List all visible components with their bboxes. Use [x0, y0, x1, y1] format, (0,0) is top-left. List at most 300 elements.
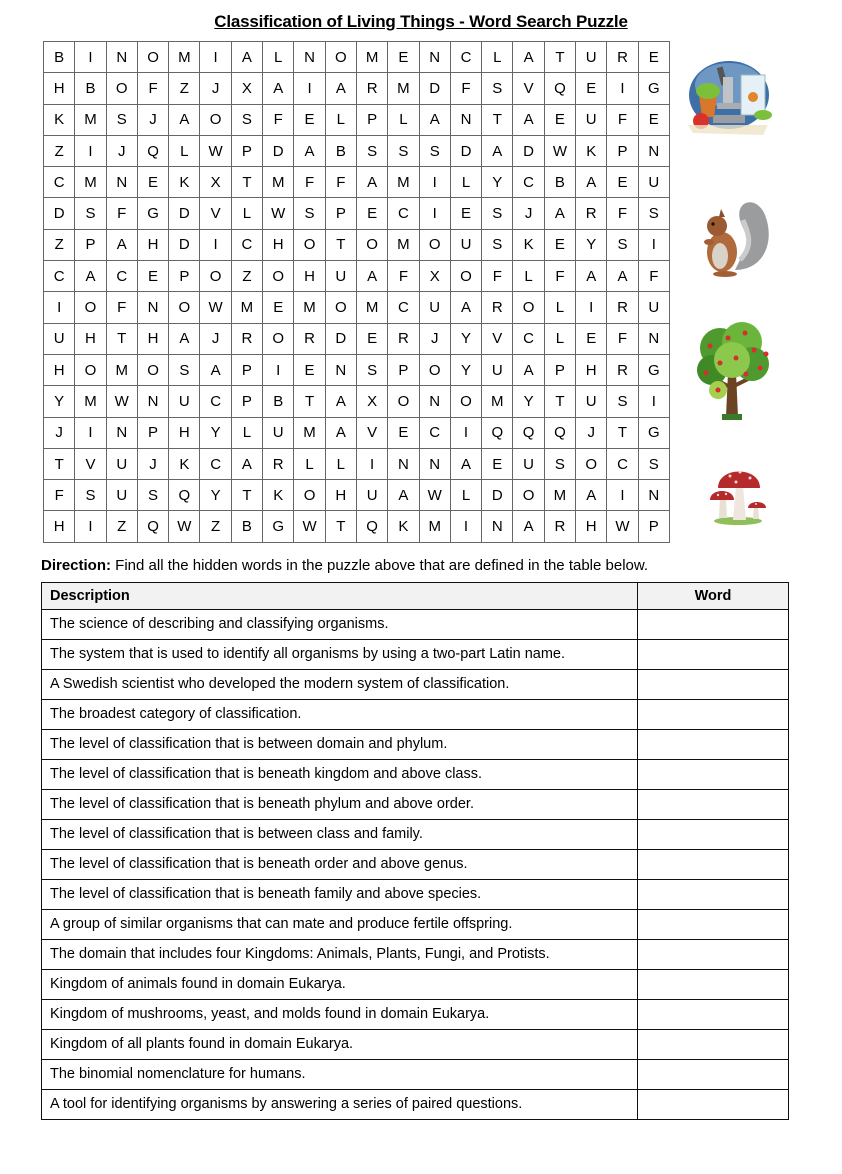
grid-cell[interactable]: G: [137, 198, 168, 229]
grid-cell[interactable]: C: [388, 198, 419, 229]
grid-cell[interactable]: Q: [356, 511, 387, 542]
grid-cell[interactable]: I: [263, 354, 294, 385]
grid-cell[interactable]: N: [106, 42, 137, 73]
grid-cell[interactable]: M: [106, 354, 137, 385]
grid-cell[interactable]: S: [607, 229, 638, 260]
grid-cell[interactable]: A: [106, 229, 137, 260]
grid-cell[interactable]: J: [44, 417, 75, 448]
grid-cell[interactable]: A: [607, 261, 638, 292]
grid-cell[interactable]: B: [544, 167, 575, 198]
grid-cell[interactable]: A: [169, 104, 200, 135]
grid-cell[interactable]: L: [325, 448, 356, 479]
grid-cell[interactable]: A: [450, 448, 481, 479]
grid-cell[interactable]: N: [325, 354, 356, 385]
grid-cell[interactable]: I: [75, 42, 106, 73]
grid-cell[interactable]: O: [137, 354, 168, 385]
word-answer-cell[interactable]: [638, 700, 789, 730]
grid-cell[interactable]: U: [263, 417, 294, 448]
grid-cell[interactable]: F: [137, 73, 168, 104]
grid-cell[interactable]: U: [419, 292, 450, 323]
grid-cell[interactable]: Y: [200, 417, 231, 448]
grid-cell[interactable]: U: [576, 386, 607, 417]
grid-cell[interactable]: I: [44, 292, 75, 323]
grid-cell[interactable]: S: [482, 229, 513, 260]
grid-cell[interactable]: X: [419, 261, 450, 292]
grid-cell[interactable]: C: [513, 167, 544, 198]
grid-cell[interactable]: A: [169, 323, 200, 354]
grid-cell[interactable]: H: [263, 229, 294, 260]
grid-cell[interactable]: U: [576, 104, 607, 135]
grid-cell[interactable]: R: [388, 323, 419, 354]
grid-cell[interactable]: N: [482, 511, 513, 542]
grid-cell[interactable]: I: [638, 386, 669, 417]
grid-cell[interactable]: P: [607, 135, 638, 166]
grid-cell[interactable]: O: [388, 386, 419, 417]
grid-cell[interactable]: A: [513, 354, 544, 385]
grid-cell[interactable]: T: [294, 386, 325, 417]
grid-cell[interactable]: E: [576, 323, 607, 354]
grid-cell[interactable]: M: [388, 73, 419, 104]
grid-cell[interactable]: Q: [137, 135, 168, 166]
grid-cell[interactable]: D: [169, 198, 200, 229]
grid-cell[interactable]: M: [356, 42, 387, 73]
grid-cell[interactable]: E: [137, 261, 168, 292]
grid-cell[interactable]: A: [325, 73, 356, 104]
grid-cell[interactable]: E: [294, 354, 325, 385]
grid-cell[interactable]: T: [44, 448, 75, 479]
grid-cell[interactable]: N: [106, 417, 137, 448]
grid-cell[interactable]: Q: [544, 73, 575, 104]
grid-cell[interactable]: E: [482, 448, 513, 479]
grid-cell[interactable]: O: [450, 261, 481, 292]
grid-cell[interactable]: A: [325, 417, 356, 448]
grid-cell[interactable]: B: [325, 135, 356, 166]
grid-cell[interactable]: D: [325, 323, 356, 354]
grid-cell[interactable]: U: [106, 448, 137, 479]
grid-cell[interactable]: I: [419, 167, 450, 198]
grid-cell[interactable]: O: [294, 480, 325, 511]
grid-cell[interactable]: M: [388, 229, 419, 260]
grid-cell[interactable]: O: [294, 229, 325, 260]
grid-cell[interactable]: S: [607, 386, 638, 417]
grid-cell[interactable]: O: [450, 386, 481, 417]
grid-cell[interactable]: U: [44, 323, 75, 354]
grid-cell[interactable]: Y: [513, 386, 544, 417]
grid-cell[interactable]: P: [137, 417, 168, 448]
grid-cell[interactable]: E: [544, 104, 575, 135]
grid-cell[interactable]: U: [638, 167, 669, 198]
grid-cell[interactable]: A: [200, 354, 231, 385]
grid-cell[interactable]: O: [169, 292, 200, 323]
grid-cell[interactable]: A: [576, 167, 607, 198]
word-answer-cell[interactable]: [638, 1000, 789, 1030]
grid-cell[interactable]: M: [356, 292, 387, 323]
grid-cell[interactable]: S: [356, 135, 387, 166]
grid-cell[interactable]: R: [294, 323, 325, 354]
grid-cell[interactable]: O: [137, 42, 168, 73]
grid-cell[interactable]: I: [75, 135, 106, 166]
word-answer-cell[interactable]: [638, 790, 789, 820]
grid-cell[interactable]: S: [137, 480, 168, 511]
grid-cell[interactable]: Q: [482, 417, 513, 448]
grid-cell[interactable]: W: [607, 511, 638, 542]
word-answer-cell[interactable]: [638, 1060, 789, 1090]
grid-cell[interactable]: K: [513, 229, 544, 260]
word-answer-cell[interactable]: [638, 880, 789, 910]
grid-cell[interactable]: H: [75, 323, 106, 354]
grid-cell[interactable]: O: [263, 323, 294, 354]
grid-cell[interactable]: O: [576, 448, 607, 479]
grid-cell[interactable]: O: [106, 73, 137, 104]
grid-cell[interactable]: E: [388, 42, 419, 73]
grid-cell[interactable]: W: [169, 511, 200, 542]
grid-cell[interactable]: M: [263, 167, 294, 198]
grid-cell[interactable]: D: [450, 135, 481, 166]
grid-cell[interactable]: A: [450, 292, 481, 323]
grid-cell[interactable]: J: [200, 73, 231, 104]
grid-cell[interactable]: L: [325, 104, 356, 135]
grid-cell[interactable]: R: [356, 73, 387, 104]
grid-cell[interactable]: R: [544, 511, 575, 542]
grid-cell[interactable]: S: [419, 135, 450, 166]
grid-cell[interactable]: J: [137, 104, 168, 135]
grid-cell[interactable]: P: [638, 511, 669, 542]
grid-cell[interactable]: T: [482, 104, 513, 135]
grid-cell[interactable]: A: [576, 480, 607, 511]
grid-cell[interactable]: N: [419, 42, 450, 73]
grid-cell[interactable]: E: [356, 198, 387, 229]
grid-cell[interactable]: U: [325, 261, 356, 292]
grid-cell[interactable]: Y: [482, 167, 513, 198]
grid-cell[interactable]: M: [75, 386, 106, 417]
grid-cell[interactable]: H: [44, 511, 75, 542]
grid-cell[interactable]: N: [419, 386, 450, 417]
grid-cell[interactable]: L: [482, 42, 513, 73]
grid-cell[interactable]: H: [576, 354, 607, 385]
word-answer-cell[interactable]: [638, 670, 789, 700]
grid-cell[interactable]: H: [44, 354, 75, 385]
grid-cell[interactable]: X: [231, 73, 262, 104]
grid-cell[interactable]: A: [419, 104, 450, 135]
word-answer-cell[interactable]: [638, 970, 789, 1000]
grid-cell[interactable]: K: [576, 135, 607, 166]
grid-cell[interactable]: L: [450, 480, 481, 511]
grid-cell[interactable]: F: [482, 261, 513, 292]
grid-cell[interactable]: G: [638, 354, 669, 385]
grid-cell[interactable]: O: [513, 292, 544, 323]
grid-cell[interactable]: V: [75, 448, 106, 479]
grid-cell[interactable]: P: [544, 354, 575, 385]
grid-cell[interactable]: L: [231, 417, 262, 448]
grid-cell[interactable]: S: [231, 104, 262, 135]
grid-cell[interactable]: M: [482, 386, 513, 417]
grid-cell[interactable]: A: [544, 198, 575, 229]
grid-cell[interactable]: F: [607, 323, 638, 354]
grid-cell[interactable]: H: [44, 73, 75, 104]
grid-cell[interactable]: Q: [169, 480, 200, 511]
grid-cell[interactable]: L: [231, 198, 262, 229]
grid-cell[interactable]: N: [294, 42, 325, 73]
grid-cell[interactable]: K: [44, 104, 75, 135]
grid-cell[interactable]: W: [544, 135, 575, 166]
grid-cell[interactable]: A: [388, 480, 419, 511]
grid-cell[interactable]: A: [231, 42, 262, 73]
grid-cell[interactable]: I: [450, 511, 481, 542]
grid-cell[interactable]: E: [263, 292, 294, 323]
grid-cell[interactable]: B: [263, 386, 294, 417]
grid-cell[interactable]: C: [44, 261, 75, 292]
grid-cell[interactable]: F: [294, 167, 325, 198]
grid-cell[interactable]: I: [356, 448, 387, 479]
grid-cell[interactable]: S: [388, 135, 419, 166]
grid-cell[interactable]: B: [231, 511, 262, 542]
word-answer-cell[interactable]: [638, 910, 789, 940]
grid-cell[interactable]: F: [325, 167, 356, 198]
grid-cell[interactable]: Z: [44, 135, 75, 166]
grid-cell[interactable]: E: [544, 229, 575, 260]
grid-cell[interactable]: O: [200, 104, 231, 135]
grid-cell[interactable]: K: [169, 167, 200, 198]
grid-cell[interactable]: D: [44, 198, 75, 229]
grid-cell[interactable]: I: [75, 417, 106, 448]
grid-cell[interactable]: N: [137, 292, 168, 323]
grid-cell[interactable]: T: [607, 417, 638, 448]
grid-cell[interactable]: J: [513, 198, 544, 229]
grid-cell[interactable]: Z: [200, 511, 231, 542]
grid-cell[interactable]: I: [75, 511, 106, 542]
grid-cell[interactable]: Q: [513, 417, 544, 448]
grid-cell[interactable]: F: [607, 198, 638, 229]
grid-cell[interactable]: A: [482, 135, 513, 166]
grid-cell[interactable]: N: [638, 480, 669, 511]
grid-cell[interactable]: I: [607, 480, 638, 511]
grid-cell[interactable]: F: [106, 292, 137, 323]
grid-cell[interactable]: O: [325, 42, 356, 73]
grid-cell[interactable]: N: [388, 448, 419, 479]
grid-cell[interactable]: E: [356, 323, 387, 354]
grid-cell[interactable]: C: [513, 323, 544, 354]
grid-cell[interactable]: W: [106, 386, 137, 417]
grid-cell[interactable]: U: [576, 42, 607, 73]
grid-cell[interactable]: J: [200, 323, 231, 354]
grid-cell[interactable]: M: [294, 417, 325, 448]
grid-cell[interactable]: Z: [231, 261, 262, 292]
grid-cell[interactable]: D: [169, 229, 200, 260]
grid-cell[interactable]: J: [106, 135, 137, 166]
grid-cell[interactable]: V: [482, 323, 513, 354]
grid-cell[interactable]: E: [576, 73, 607, 104]
grid-cell[interactable]: L: [513, 261, 544, 292]
grid-cell[interactable]: M: [75, 167, 106, 198]
grid-cell[interactable]: C: [450, 42, 481, 73]
word-answer-cell[interactable]: [638, 730, 789, 760]
grid-cell[interactable]: P: [388, 354, 419, 385]
grid-cell[interactable]: H: [169, 417, 200, 448]
grid-cell[interactable]: W: [294, 511, 325, 542]
grid-cell[interactable]: I: [576, 292, 607, 323]
grid-cell[interactable]: S: [544, 448, 575, 479]
grid-cell[interactable]: D: [419, 73, 450, 104]
grid-cell[interactable]: C: [607, 448, 638, 479]
grid-cell[interactable]: L: [544, 323, 575, 354]
grid-cell[interactable]: A: [576, 261, 607, 292]
grid-cell[interactable]: R: [607, 292, 638, 323]
grid-cell[interactable]: J: [137, 448, 168, 479]
grid-cell[interactable]: Y: [200, 480, 231, 511]
grid-cell[interactable]: M: [231, 292, 262, 323]
grid-cell[interactable]: E: [607, 167, 638, 198]
grid-cell[interactable]: T: [544, 386, 575, 417]
grid-cell[interactable]: O: [263, 261, 294, 292]
grid-cell[interactable]: A: [513, 42, 544, 73]
grid-cell[interactable]: N: [137, 386, 168, 417]
grid-cell[interactable]: W: [263, 198, 294, 229]
grid-cell[interactable]: I: [450, 417, 481, 448]
grid-cell[interactable]: T: [325, 229, 356, 260]
grid-cell[interactable]: D: [513, 135, 544, 166]
grid-cell[interactable]: S: [356, 354, 387, 385]
grid-cell[interactable]: T: [231, 167, 262, 198]
grid-cell[interactable]: C: [200, 386, 231, 417]
grid-cell[interactable]: W: [419, 480, 450, 511]
grid-cell[interactable]: F: [44, 480, 75, 511]
word-answer-cell[interactable]: [638, 940, 789, 970]
grid-cell[interactable]: S: [75, 480, 106, 511]
grid-cell[interactable]: E: [638, 104, 669, 135]
grid-cell[interactable]: T: [231, 480, 262, 511]
grid-cell[interactable]: K: [169, 448, 200, 479]
grid-cell[interactable]: H: [294, 261, 325, 292]
grid-cell[interactable]: A: [294, 135, 325, 166]
grid-cell[interactable]: I: [419, 198, 450, 229]
grid-cell[interactable]: R: [231, 323, 262, 354]
grid-cell[interactable]: P: [75, 229, 106, 260]
grid-cell[interactable]: F: [607, 104, 638, 135]
grid-cell[interactable]: I: [638, 229, 669, 260]
grid-cell[interactable]: Y: [44, 386, 75, 417]
grid-cell[interactable]: Q: [137, 511, 168, 542]
grid-cell[interactable]: M: [75, 104, 106, 135]
grid-cell[interactable]: I: [294, 73, 325, 104]
grid-cell[interactable]: O: [419, 229, 450, 260]
grid-cell[interactable]: L: [263, 42, 294, 73]
grid-cell[interactable]: F: [263, 104, 294, 135]
grid-cell[interactable]: B: [44, 42, 75, 73]
grid-cell[interactable]: K: [388, 511, 419, 542]
grid-cell[interactable]: U: [638, 292, 669, 323]
grid-cell[interactable]: E: [388, 417, 419, 448]
grid-cell[interactable]: V: [513, 73, 544, 104]
grid-cell[interactable]: D: [263, 135, 294, 166]
grid-cell[interactable]: T: [544, 42, 575, 73]
word-answer-cell[interactable]: [638, 760, 789, 790]
grid-cell[interactable]: F: [388, 261, 419, 292]
grid-cell[interactable]: N: [638, 323, 669, 354]
grid-cell[interactable]: Y: [450, 323, 481, 354]
grid-cell[interactable]: S: [294, 198, 325, 229]
grid-cell[interactable]: H: [576, 511, 607, 542]
grid-cell[interactable]: F: [450, 73, 481, 104]
grid-cell[interactable]: R: [607, 354, 638, 385]
grid-cell[interactable]: C: [106, 261, 137, 292]
grid-cell[interactable]: O: [200, 261, 231, 292]
grid-cell[interactable]: R: [576, 198, 607, 229]
grid-cell[interactable]: G: [638, 73, 669, 104]
grid-cell[interactable]: O: [513, 480, 544, 511]
grid-cell[interactable]: U: [106, 480, 137, 511]
grid-cell[interactable]: S: [638, 448, 669, 479]
grid-cell[interactable]: P: [231, 386, 262, 417]
grid-cell[interactable]: I: [607, 73, 638, 104]
grid-cell[interactable]: S: [169, 354, 200, 385]
grid-cell[interactable]: L: [450, 167, 481, 198]
grid-cell[interactable]: A: [231, 448, 262, 479]
grid-cell[interactable]: D: [482, 480, 513, 511]
grid-cell[interactable]: R: [482, 292, 513, 323]
grid-cell[interactable]: N: [419, 448, 450, 479]
grid-cell[interactable]: C: [231, 229, 262, 260]
grid-cell[interactable]: A: [356, 261, 387, 292]
grid-cell[interactable]: P: [231, 135, 262, 166]
grid-cell[interactable]: L: [294, 448, 325, 479]
grid-cell[interactable]: L: [388, 104, 419, 135]
grid-cell[interactable]: C: [44, 167, 75, 198]
grid-cell[interactable]: P: [231, 354, 262, 385]
grid-cell[interactable]: A: [513, 104, 544, 135]
grid-cell[interactable]: T: [325, 511, 356, 542]
grid-cell[interactable]: I: [200, 229, 231, 260]
grid-cell[interactable]: P: [325, 198, 356, 229]
grid-cell[interactable]: S: [482, 198, 513, 229]
grid-cell[interactable]: A: [356, 167, 387, 198]
grid-cell[interactable]: K: [263, 480, 294, 511]
grid-cell[interactable]: R: [263, 448, 294, 479]
grid-cell[interactable]: J: [576, 417, 607, 448]
grid-cell[interactable]: C: [388, 292, 419, 323]
grid-cell[interactable]: S: [106, 104, 137, 135]
grid-cell[interactable]: G: [638, 417, 669, 448]
grid-cell[interactable]: O: [75, 292, 106, 323]
grid-cell[interactable]: O: [356, 229, 387, 260]
grid-cell[interactable]: E: [638, 42, 669, 73]
word-answer-cell[interactable]: [638, 1090, 789, 1120]
grid-cell[interactable]: U: [169, 386, 200, 417]
grid-cell[interactable]: A: [513, 511, 544, 542]
grid-cell[interactable]: V: [356, 417, 387, 448]
grid-cell[interactable]: G: [263, 511, 294, 542]
grid-cell[interactable]: M: [294, 292, 325, 323]
grid-cell[interactable]: Z: [106, 511, 137, 542]
grid-cell[interactable]: P: [356, 104, 387, 135]
grid-cell[interactable]: X: [200, 167, 231, 198]
grid-cell[interactable]: Y: [450, 354, 481, 385]
grid-cell[interactable]: W: [200, 292, 231, 323]
grid-cell[interactable]: L: [169, 135, 200, 166]
grid-cell[interactable]: Z: [169, 73, 200, 104]
grid-cell[interactable]: T: [106, 323, 137, 354]
grid-cell[interactable]: H: [137, 229, 168, 260]
grid-cell[interactable]: A: [263, 73, 294, 104]
grid-cell[interactable]: V: [200, 198, 231, 229]
grid-cell[interactable]: O: [325, 292, 356, 323]
grid-cell[interactable]: F: [638, 261, 669, 292]
grid-cell[interactable]: N: [638, 135, 669, 166]
grid-cell[interactable]: F: [544, 261, 575, 292]
grid-cell[interactable]: E: [450, 198, 481, 229]
grid-cell[interactable]: U: [356, 480, 387, 511]
grid-cell[interactable]: U: [482, 354, 513, 385]
grid-cell[interactable]: F: [106, 198, 137, 229]
